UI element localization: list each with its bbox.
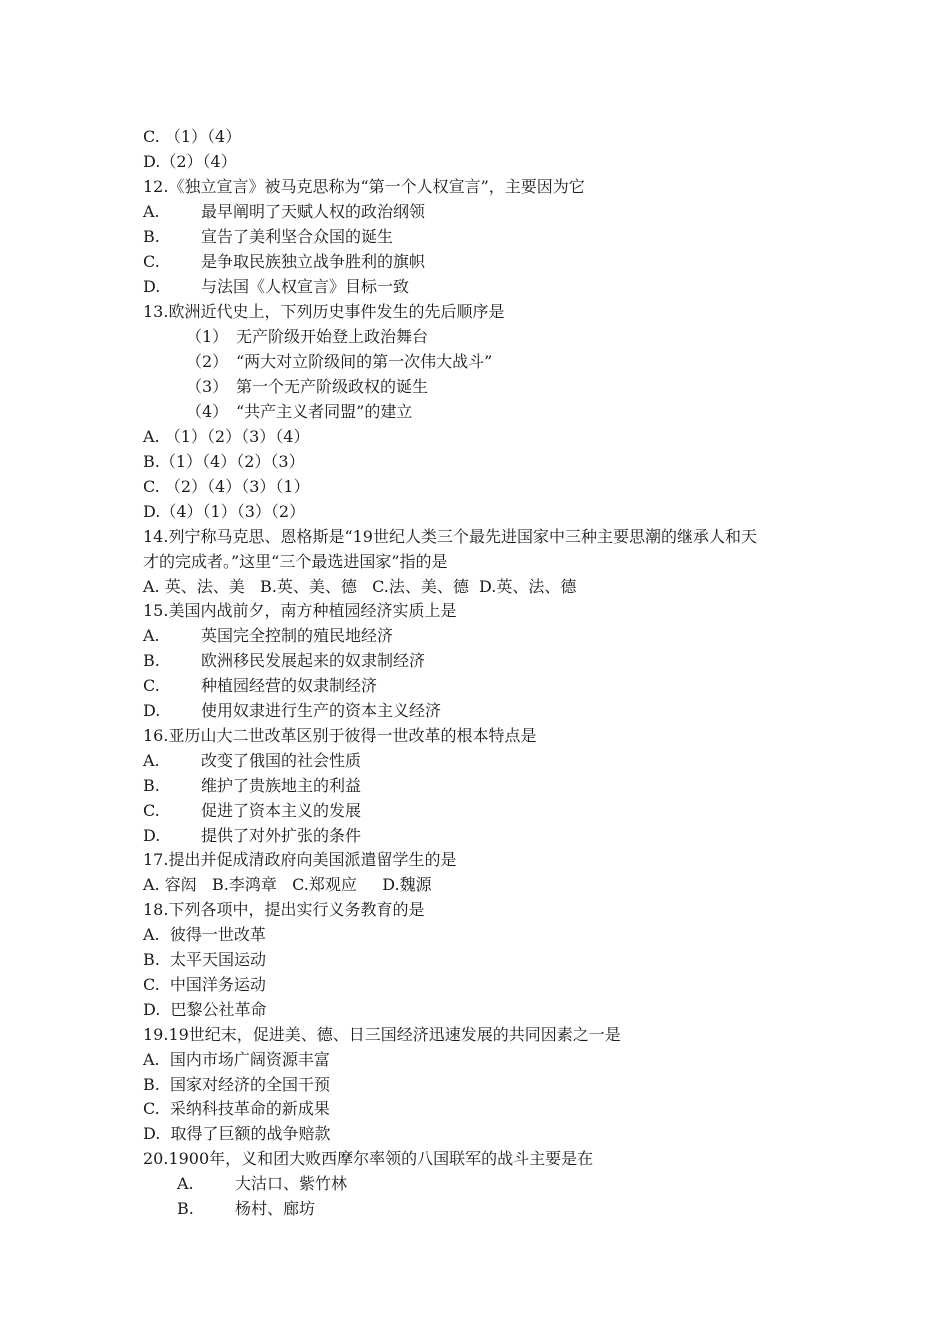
option-letter: B. [143,227,160,246]
q16-option-b [143,776,361,796]
q13-item-2 [186,352,492,372]
item-number: （1） [186,327,229,346]
option-text: 英国完全控制的殖民地经济 [201,626,394,645]
prev-option-d: D.（2）（4） [143,152,237,171]
option-text: 改变了俄国的社会性质 [201,751,362,770]
q18-option-a: A. 彼得一世改革 [143,925,266,944]
option-letter: C. [143,801,160,820]
q14-stem-line2: 才的完成者。”这里“三个最选进国家”指的是 [143,552,448,571]
option-letter: D. [143,277,161,296]
q20-stem: 20.1900年，义和团大败西摩尔率领的八国联军的战斗主要是在 [143,1149,594,1168]
option-text: 维护了贵族地主的利益 [201,776,362,795]
option-letter: C. [143,676,160,695]
q12-option-b [143,227,393,247]
option-letter: B. [143,651,160,670]
q15-option-c [143,676,377,696]
q13-stem: 13.欧洲近代史上，下列历史事件发生的先后顺序是 [143,302,505,321]
q14-options: A. 英、法、美 B.英、美、德 C.法、美、德 D.英、法、德 [143,577,577,596]
q19-stem: 19.19世纪末，促进美、德、日三国经济迅速发展的共同因素之一是 [143,1025,621,1044]
option-letter: A. [177,1174,194,1193]
option-text: 促进了资本主义的发展 [201,801,362,820]
option-letter: B. [177,1199,194,1218]
option-letter: A. [143,751,160,770]
q16-option-d [143,826,361,846]
item-text: 无产阶级开始登上政治舞台 [236,327,429,346]
q12-stem: 12.《独立宣言》被马克思称为“第一个人权宣言”，主要因为它 [143,177,585,196]
q20-option-a [177,1174,347,1194]
item-text: “共产主义者同盟”的建立 [236,402,413,421]
item-number: （3） [186,377,229,396]
option-text: 宣告了美利坚合众国的诞生 [201,227,394,246]
option-text: 是争取民族独立战争胜利的旗帜 [201,252,426,271]
q12-option-d [143,277,409,297]
option-text: 与法国《人权宣言》目标一致 [201,277,410,296]
option-text: 使用奴隶进行生产的资本主义经济 [201,701,442,720]
item-text: “两大对立阶级间的第一次伟大战斗” [236,352,493,371]
q16-option-a [143,751,361,771]
option-letter: D. [143,701,161,720]
q19-option-a: A. 国内市场广阔资源丰富 [143,1050,330,1069]
option-text: 提供了对外扩张的条件 [201,826,362,845]
option-text: 大沽口、紫竹林 [235,1174,348,1193]
q15-option-a [143,626,393,646]
q13-option-c: C. （2）（4）（3）（1） [143,477,310,496]
item-number: （2） [186,352,229,371]
q13-item-1 [186,327,428,347]
option-letter: A. [143,626,160,645]
q18-option-c: C. 中国洋务运动 [143,975,266,994]
q16-stem: 16.亚历山大二世改革区别于彼得一世改革的根本特点是 [143,726,537,745]
option-text: 最早阐明了天赋人权的政治纲领 [201,202,426,221]
q18-stem: 18.下列各项中，提出实行义务教育的是 [143,900,425,919]
q13-item-3 [186,377,428,397]
option-letter: C. [143,252,160,271]
q13-item-4 [186,402,412,422]
q19-option-b: B. 国家对经济的全国干预 [143,1075,331,1094]
q19-option-c: C. 采纳科技革命的新成果 [143,1099,330,1118]
q17-stem: 17.提出并促成清政府向美国派遣留学生的是 [143,850,457,869]
q14-stem-line1: 14.列宁称马克思、恩格斯是“19世纪人类三个最先进国家中三种主要思潮的继承人和天 [143,527,757,546]
q20-option-b [177,1199,315,1219]
q17-options: A. 容闳 B.李鸿章 C.郑观应 D.魏源 [143,875,432,894]
q15-option-d [143,701,441,721]
q18-option-d: D. 巴黎公社革命 [143,1000,267,1019]
q12-option-a [143,202,425,222]
q12-option-c [143,252,425,272]
q15-option-b [143,651,425,671]
prev-option-c: C. （1）（4） [143,127,242,146]
q16-option-c [143,801,361,821]
option-text: 欧洲移民发展起来的奴隶制经济 [201,651,426,670]
item-text: 第一个无产阶级政权的诞生 [236,377,429,396]
q18-option-b: B. 太平天国运动 [143,950,267,969]
option-text: 杨村、廊坊 [235,1199,316,1218]
q19-option-d: D. 取得了巨额的战争赔款 [143,1124,331,1143]
option-letter: A. [143,202,160,221]
item-number: （4） [186,402,229,421]
q13-option-a: A. （1）（2）（3）（4） [143,427,310,446]
option-text: 种植园经营的奴隶制经济 [201,676,378,695]
q13-option-d: D.（4）（1）（3）（2） [143,502,306,521]
q15-stem: 15.美国内战前夕，南方种植园经济实质上是 [143,601,457,620]
q13-option-b: B.（1）（4）（2）（3） [143,452,305,471]
option-letter: D. [143,826,161,845]
option-letter: B. [143,776,160,795]
